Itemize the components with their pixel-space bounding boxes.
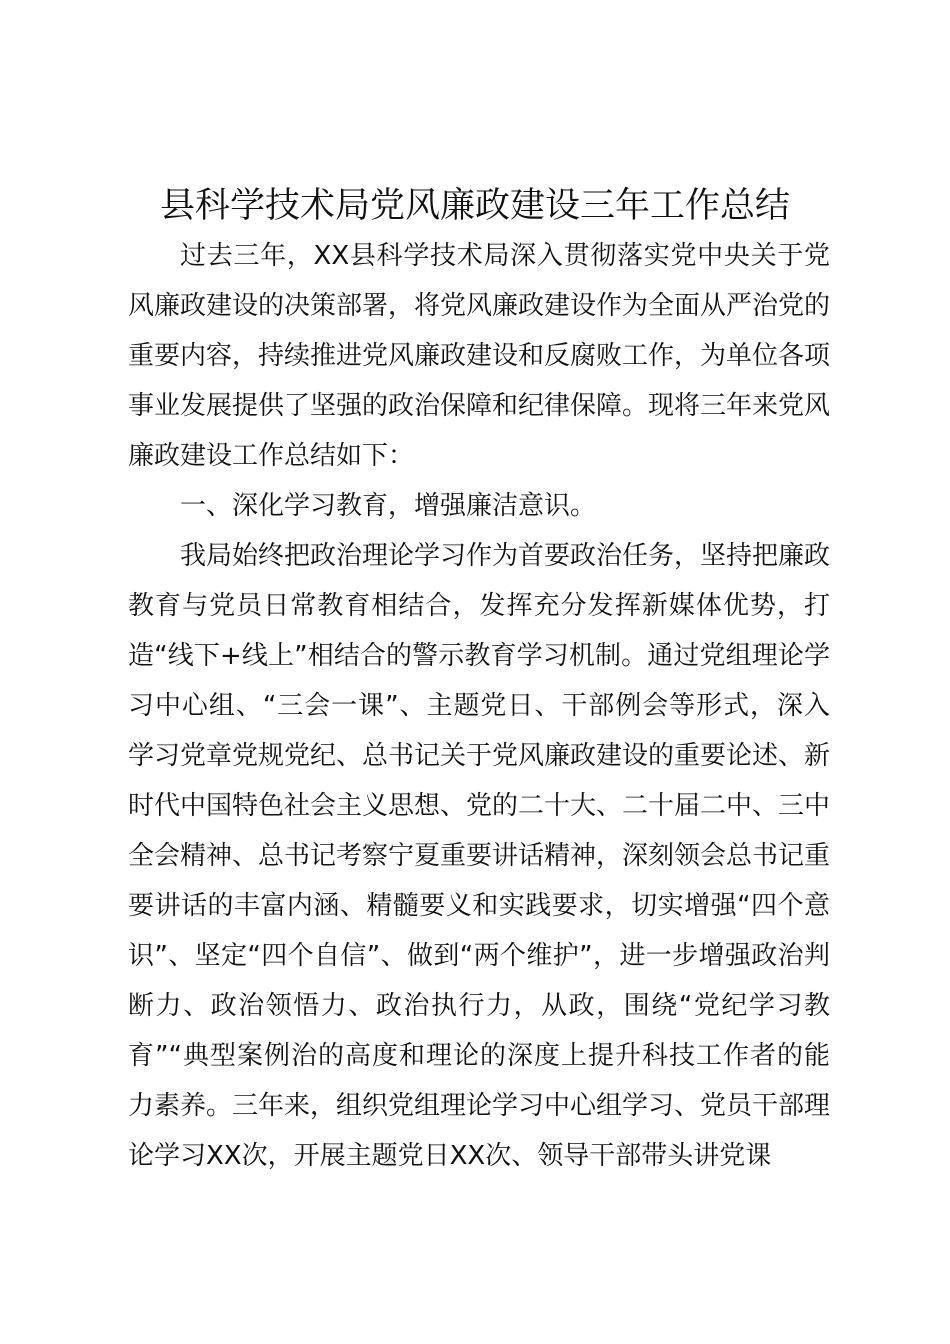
section-paragraph: 我局始终把政治理论学习作为首要政治任务，坚持把廉政教育与党员日常教育相结合，发挥充分发挥新媒体优势，打造“线下+线上”相结合的警示教育学习机制。通过党组理论学习中心组、“三会一课”、主题党日、干部例会等形式，深入学习党章党规党纪、总书记关于党风廉政建设的重要论述、新时代中国特色社会主义思想、党的二十大、二十届二中、三中全会精神、总书记考察宁夏重要讲话精神，深刻领会总书记重要讲话的丰富内涵、精髓要义和实践要求，切实增强“四个意识”、坚定“四个自信”、做到“两个维护”，进一步增强政治判断力、政治领悟力、政治执行力，从政，围绕“党纪学习教育”“典型案例治的高度和理论的深度上提升科技工作者的能力素养。三年来，组织党组理论学习中心组学习、党员干部理论学习XX次，开展主题党日XX次、领导干部带头讲党课 — [128, 541, 831, 1171]
section-heading: 一、深化学习教育，增强廉洁意识。 — [180, 491, 597, 521]
document-body — [128, 231, 830, 1181]
intro-paragraph: 过去三年，XX县科学技术局深入贯彻落实党中央关于党风廉政建设的决策部署，将党风廉政建设作为全面从严治党的重要内容，持续推进党风廉政建设和反腐败工作，为单位各项事业发展提供了坚强的政治保障和纪律保障。现将三年来党风廉政建设工作总结如下： — [128, 241, 831, 471]
document-title: 县科学技术局党风廉政建设三年工作总结 — [159, 186, 790, 226]
